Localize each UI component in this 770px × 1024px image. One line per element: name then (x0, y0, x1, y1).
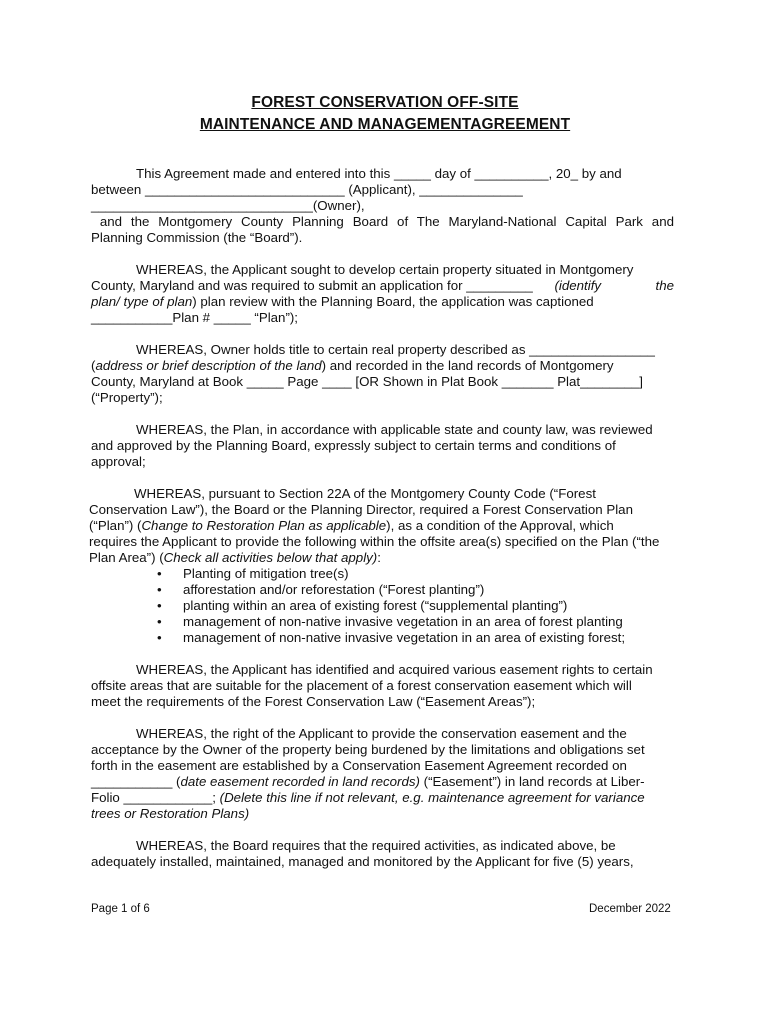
italic-instruction: Change to Restoration Plan as applicable (141, 518, 387, 533)
list-item: • management of non-native invasive vegetation in an area of existing forest; (89, 630, 674, 646)
text-line (91, 790, 674, 806)
text-line (89, 550, 674, 566)
whereas-application-paragraph (91, 262, 674, 326)
text-segment: ) and recorded in the land records of Montgomery (321, 358, 614, 373)
agreement-intro-paragraph (91, 166, 674, 246)
text-line: adequately installed, maintained, managed and monitored by the Applicant for five (5) years, (91, 854, 634, 869)
text-line: Conservation Law”), the Board or the Planning Director, required a Forest Conservation Plan (89, 502, 633, 517)
text-line: ______________________________(Owner), (91, 198, 365, 213)
italic-instruction: (Delete this line if not relevant, e.g. maintenance agreement for variance (219, 790, 645, 805)
text-line (91, 294, 674, 310)
whereas-forest-conservation-paragraph (89, 486, 674, 646)
italic-instruction: (identify the (554, 278, 674, 293)
whereas-board-requires-paragraph (91, 838, 674, 870)
text-line: Planning Commission (the “Board”). (91, 230, 303, 245)
text-line: This Agreement made and entered into this _____ day of __________, 20_ by and (136, 166, 622, 181)
document-title-line-2: MAINTENANCE AND MANAGEMENTAGREEMENT (199, 116, 571, 133)
text-line: WHEREAS, pursuant to Section 22A of the Montgomery County Code (“Forest (134, 486, 596, 501)
text-line: offsite areas that are suitable for the placement of a forest conservation easement which will (91, 678, 632, 693)
italic-instruction: trees or Restoration Plans) (91, 806, 250, 821)
document-title-line-1: FOREST CONSERVATION OFF-SITE (251, 94, 519, 111)
text-line (91, 358, 674, 374)
text-line: acceptance by the Owner of the property being burdened by the limitations and obligations set (91, 742, 645, 757)
text-segment: ___________ ( (91, 774, 181, 789)
text-segment: (“Plan”) ( (89, 518, 142, 533)
text-line (91, 278, 674, 294)
activity-bullet-list (89, 566, 674, 646)
list-item: • Planting of mitigation tree(s) (89, 566, 674, 582)
whereas-plan-approved-paragraph (91, 422, 674, 470)
text-line: WHEREAS, Owner holds title to certain real property described as _________________ (136, 342, 655, 357)
text-line: WHEREAS, the Plan, in accordance with applicable state and county law, was reviewed (136, 422, 653, 437)
text-line: requires the Applicant to provide the following within the offsite area(s) specified on the Plan (“the (89, 534, 660, 549)
list-item: • afforestation and/or reforestation (“Forest planting”) (89, 582, 674, 598)
text-segment: Plan Area”) ( (89, 550, 164, 565)
italic-instruction: plan/ type of plan (91, 294, 193, 309)
text-segment: ), as a condition of the Approval, which (386, 518, 614, 533)
text-segment: ) plan review with the Planning Board, the application was captioned (192, 294, 594, 309)
text-line: and approved by the Planning Board, expressly subject to certain terms and conditions of (91, 438, 616, 453)
text-segment: County, Maryland and was required to submit an application for _________ (91, 278, 537, 293)
text-line (91, 774, 674, 790)
text-line: County, Maryland at Book _____ Page ____ [OR Shown in Plat Book _______ Plat________] (91, 374, 643, 389)
text-line: meet the requirements of the Forest Conservation Law (“Easement Areas”); (91, 694, 536, 709)
text-line: forth in the easement are established by a Conservation Easement Agreement recorded on (91, 758, 627, 773)
text-line: (“Property”); (91, 390, 163, 405)
text-line: WHEREAS, the Board requires that the required activities, as indicated above, be (136, 838, 616, 853)
text-segment: ( (91, 358, 96, 373)
text-segment: : (377, 550, 381, 565)
text-line: WHEREAS, the right of the Applicant to provide the conservation easement and the (136, 726, 627, 741)
whereas-easement-areas-paragraph (91, 662, 674, 710)
document-body (91, 166, 674, 886)
text-segment: Folio ____________; (91, 790, 220, 805)
whereas-easement-agreement-paragraph (91, 726, 674, 822)
text-segment: (“Easement”) in land records at Liber- (419, 774, 645, 789)
list-item: • management of non-native invasive vegetation in an area of forest planting (89, 614, 674, 630)
italic-instruction: address or brief description of the land (95, 358, 322, 373)
footer-date: December 2022 (589, 903, 671, 915)
text-line: between ___________________________ (Applicant), ______________ (91, 182, 523, 197)
text-line: and the Montgomery County Planning Board of The Maryland-National Capital Park and (91, 214, 674, 229)
whereas-owner-paragraph (91, 342, 674, 406)
text-line: WHEREAS, the Applicant sought to develop certain property situated in Montgomery (136, 262, 634, 277)
text-line (89, 518, 674, 534)
text-line: WHEREAS, the Applicant has identified and acquired various easement rights to certain (136, 662, 653, 677)
italic-instruction: Check all activities below that apply) (163, 550, 378, 565)
text-line: ___________Plan # _____ “Plan”); (91, 310, 299, 325)
text-line: approval; (91, 454, 146, 469)
page-number: Page 1 of 6 (91, 903, 150, 915)
italic-instruction: date easement recorded in land records) (180, 774, 420, 789)
list-item: • planting within an area of existing forest (“supplemental planting”) (89, 598, 674, 614)
text-line (91, 806, 674, 822)
